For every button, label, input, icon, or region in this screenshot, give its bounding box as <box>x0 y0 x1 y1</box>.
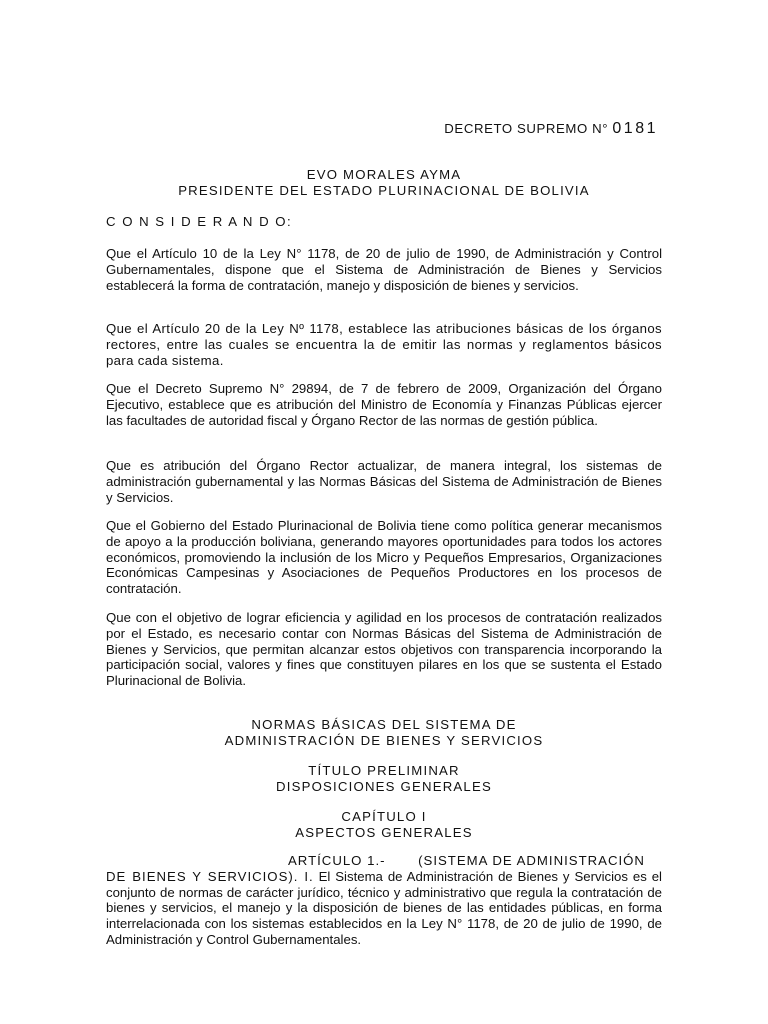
decree-prefix: DECRETO SUPREMO N° <box>444 121 609 136</box>
president-name: EVO MORALES AYMA <box>306 167 462 182</box>
considerando-heading: C O N S I D E R A N D O: <box>106 214 293 229</box>
decree-number: 0181 <box>612 120 658 137</box>
article-1-body: El Sistema de Administración de Bienes y Servicios es el conjunto de normas de carácter jurídico, técnico y administrativo que regula la contratación de bienes y servicios, el manejo y la disposición de bienes de las entidades públicas, en forma interrelacionada con los sistemas establecidos en la Ley N° 1178, de 20 de julio de 1990, de Administración y Control Gubernamentales. <box>106 868 662 947</box>
normas-title-line-2: ADMINISTRACIÓN DE BIENES Y SERVICIOS <box>224 733 544 748</box>
capitulo-line-2: ASPECTOS GENERALES <box>295 825 473 840</box>
paragraph-4: Que es atribución del Órgano Rector actualizar, de manera integral, los sistemas de administración gubernamental y las Normas Básicas del Sistema de Administración de Bienes y Servicios. <box>106 458 662 505</box>
article-1 <box>106 853 662 948</box>
decree-heading <box>444 120 658 138</box>
article-1-heading-end: DE BIENES Y SERVICIOS). I. <box>106 868 314 884</box>
paragraph-5: Que el Gobierno del Estado Plurinacional de Bolivia tiene como política generar mecanismos de apoyo a la producción boliviana, generando mayores oportunidades para todos los actores económicos, promoviendo la inclusión de los Micro y Pequeños Empresarios, Organizaciones Económicas Campesinas y Asociaciones de Pequeños Productores en los procesos de contratación. <box>106 518 662 597</box>
paragraph-2: Que el Artículo 20 de la Ley Nº 1178, establece las atribuciones básicas de los órganos rectores, entre las cuales se encuentra la de emitir las normas y reglamentos básicos para cada sistema. <box>106 321 662 368</box>
article-1-text <box>106 869 662 948</box>
paragraph-6: Que con el objetivo de lograr eficiencia y agilidad en los procesos de contratación realizados por el Estado, es necesario contar con Normas Básicas del Sistema de Administración de Bienes y Servicios, que permitan alcanzar estos objetivos con transparencia incorporando la participación social, valores y fines que constituyen pilares en los que se sustenta el Estado Plurinacional de Bolivia. <box>106 610 662 689</box>
article-1-heading-start: ARTÍCULO 1.- (SISTEMA DE ADMINISTRACIÓN <box>288 853 645 868</box>
paragraph-3: Que el Decreto Supremo N° 29894, de 7 de febrero de 2009, Organización del Órgano Ejecutivo, establece que es atribución del Ministro de Economía y Finanzas Públicas ejercer las facultades de autoridad fiscal y Órgano Rector de las normas de gestión pública. <box>106 381 662 428</box>
paragraph-1: Que el Artículo 10 de la Ley N° 1178, de 20 de julio de 1990, de Administración y Control Gubernamentales, dispone que el Sistema de Administración de Bienes y Servicios establecerá la forma de contratación, manejo y disposición de bienes y servicios. <box>106 246 662 293</box>
normas-title-line-1: NORMAS BÁSICAS DEL SISTEMA DE <box>251 717 517 732</box>
titulo-line-1: TÍTULO PRELIMINAR <box>308 763 460 778</box>
titulo-line-2: DISPOSICIONES GENERALES <box>276 779 492 794</box>
president-title: PRESIDENTE DEL ESTADO PLURINACIONAL DE BOLIVIA <box>178 183 590 198</box>
capitulo-line-1: CAPÍTULO I <box>341 809 427 824</box>
